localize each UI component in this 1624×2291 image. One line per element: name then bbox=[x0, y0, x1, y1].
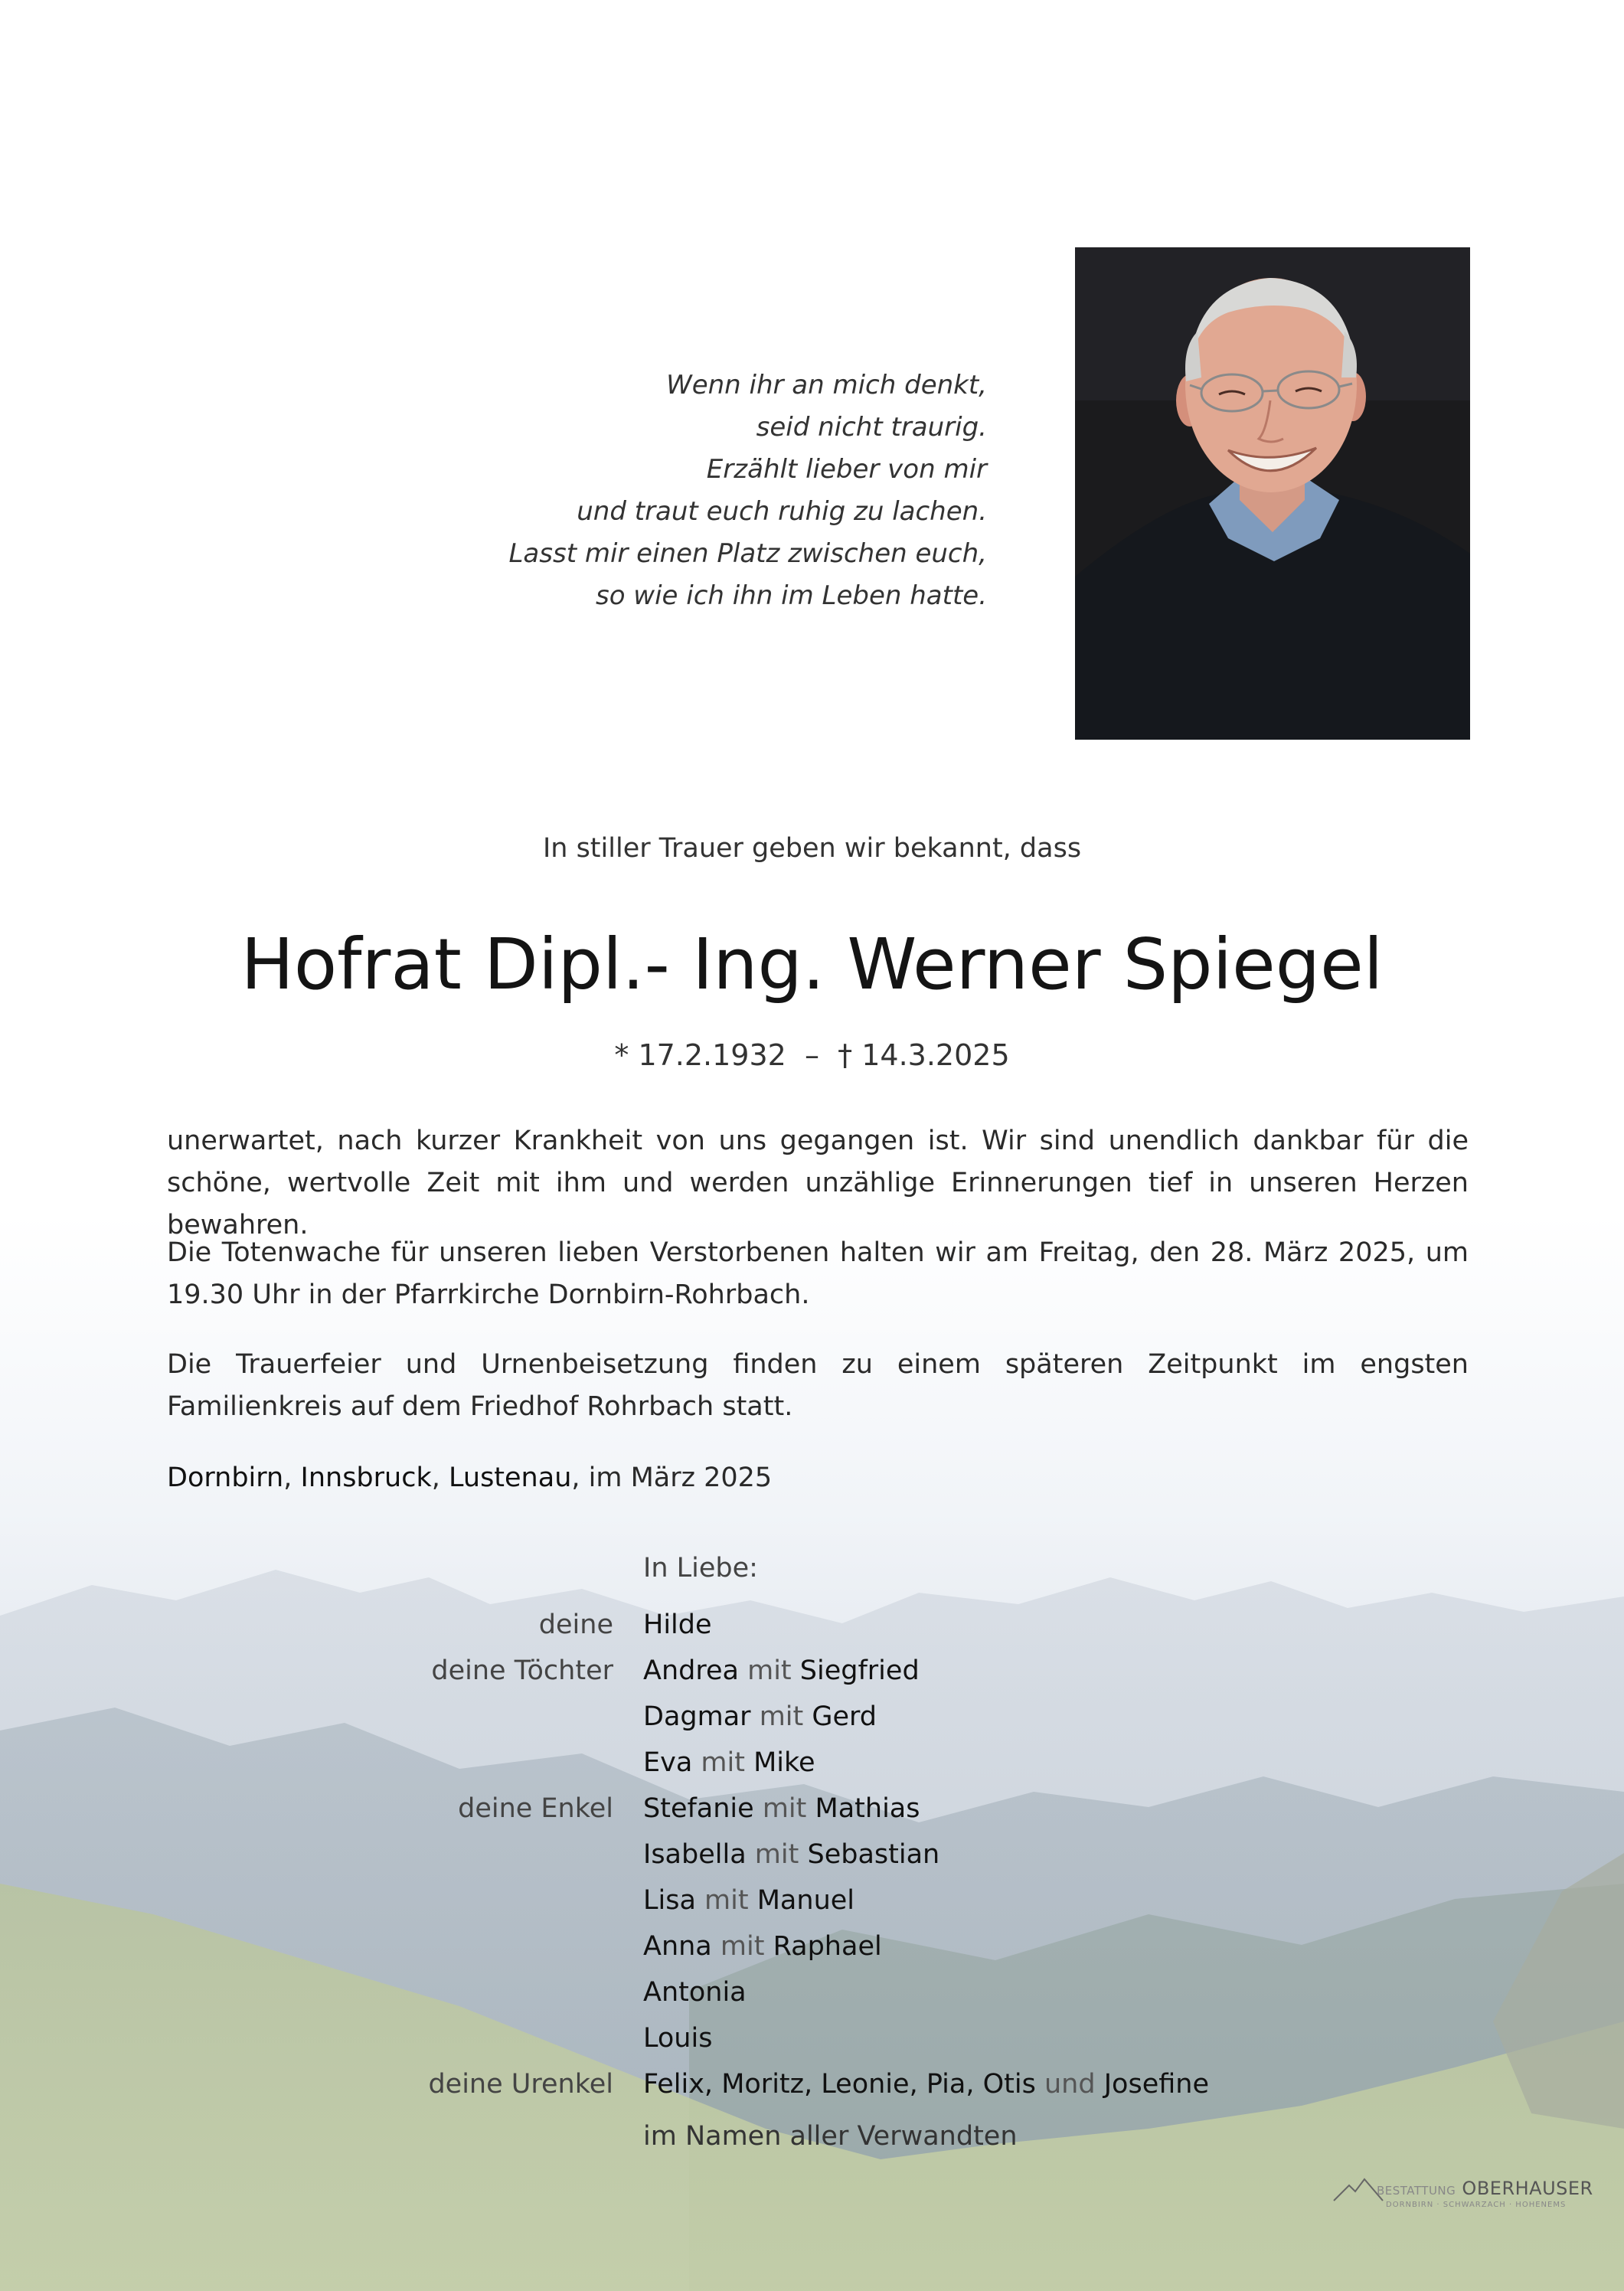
great-grandchild: Moritz bbox=[721, 2069, 805, 2100]
paragraph-passing: unerwartet, nach kurzer Krankheit von uns gegangen ist. Wir sind unendlich dankbar für die schöne, wertvolle Zeit mit ihm und werden unzählige Erinnerungen tief in unseren Herzen bewahren. bbox=[167, 1126, 1469, 1240]
announcement-intro: In stiller Trauer geben wir bekannt, dass bbox=[542, 833, 1082, 864]
logo-name: OBERHAUSER bbox=[1462, 2178, 1593, 2199]
mourner-pair bbox=[643, 1787, 920, 1830]
mourner-partner: Gerd bbox=[812, 1701, 877, 1732]
mourner-pair bbox=[643, 1879, 854, 1922]
great-grandchild: Leonie bbox=[821, 2069, 910, 2100]
great-grandchild: Pia bbox=[926, 2069, 966, 2100]
mourner-pair bbox=[643, 1695, 877, 1738]
town: Innsbruck bbox=[300, 1463, 432, 1493]
mourner-partner: Mike bbox=[753, 1747, 815, 1778]
mourner-first: Eva bbox=[643, 1747, 693, 1778]
connector: mit bbox=[701, 1747, 745, 1778]
mourner-partner: Siegfried bbox=[799, 1655, 920, 1686]
paragraph-wake: Die Totenwache für unseren lieben Verstorbenen halten wir am Freitag, den 28. März 2025, um 19.30 Uhr in der Pfarrkirche Dornbirn-Rohrbach. bbox=[167, 1237, 1469, 1310]
connector-and: und bbox=[1044, 2069, 1096, 2100]
funeral-home-logo bbox=[1332, 2167, 1593, 2221]
connector: mit bbox=[720, 1931, 765, 1962]
label-wife: deine bbox=[538, 1610, 613, 1640]
mourner-pair bbox=[643, 1649, 920, 1692]
portrait-photo bbox=[1075, 247, 1470, 740]
mourner-pair bbox=[643, 1741, 815, 1784]
poem-line: so wie ich ihn im Leben hatte. bbox=[595, 580, 987, 611]
mourner-first: Isabella bbox=[643, 1839, 747, 1870]
mourner-partner: Mathias bbox=[815, 1793, 920, 1824]
deceased-name: Hofrat Dipl.- Ing. Werner Spiegel bbox=[240, 923, 1384, 1005]
poem-line: seid nicht traurig. bbox=[756, 412, 987, 443]
place-and-date: Dornbirn, Innsbruck, Lustenau, im März 2025 bbox=[167, 1463, 773, 1493]
connector: mit bbox=[754, 1839, 799, 1870]
mourner-single: Antonia bbox=[643, 1977, 747, 2008]
mourner-partner: Manuel bbox=[756, 1885, 855, 1916]
mourner-great-grandchildren: Felix, Moritz, Leonie, Pia, Otis und Josefine bbox=[643, 2069, 1209, 2100]
connector: mit bbox=[747, 1655, 792, 1686]
great-grandchild: Otis bbox=[982, 2069, 1036, 2100]
mourner-pair bbox=[643, 1925, 882, 1968]
town: Lustenau bbox=[449, 1463, 572, 1493]
poem-line: Wenn ihr an mich denkt, bbox=[666, 370, 987, 400]
great-grandchild: Josefine bbox=[1103, 2069, 1209, 2100]
mourner-first: Lisa bbox=[643, 1885, 696, 1916]
great-grandchild: Felix bbox=[643, 2069, 704, 2100]
connector: mit bbox=[704, 1885, 749, 1916]
mourner-first: Stefanie bbox=[643, 1793, 754, 1824]
connector: mit bbox=[759, 1701, 804, 1732]
place-date: im März 2025 bbox=[588, 1463, 773, 1493]
mourner-first: Dagmar bbox=[643, 1701, 751, 1732]
logo-prefix: BESTATTUNG bbox=[1377, 2184, 1456, 2198]
logo-subline: DORNBIRN · SCHWARZACH · HOHENEMS bbox=[1386, 2201, 1567, 2209]
poem-line: Lasst mir einen Platz zwischen euch, bbox=[508, 538, 987, 569]
poem-line: Erzählt lieber von mir bbox=[706, 454, 987, 485]
label-daughters: deine Töchter bbox=[431, 1655, 613, 1686]
connector: mit bbox=[762, 1793, 807, 1824]
mourner-pair bbox=[643, 1833, 939, 1876]
poem-line: und traut euch ruhig zu lachen. bbox=[577, 496, 987, 527]
paragraph-funeral: Die Trauerfeier und Urnenbeisetzung finden zu einem späteren Zeitpunkt im engsten Familienkreis auf dem Friedhof Rohrbach statt. bbox=[167, 1349, 1469, 1422]
mourner-partner: Sebastian bbox=[807, 1839, 940, 1870]
life-dates: * 17.2.1932 – † 14.3.2025 bbox=[614, 1038, 1010, 1072]
town: Dornbirn bbox=[167, 1463, 284, 1493]
poem bbox=[451, 364, 987, 617]
mourner-first: Andrea bbox=[643, 1655, 739, 1686]
mourners-heading: In Liebe: bbox=[643, 1553, 758, 1583]
label-great-grandchildren: deine Urenkel bbox=[428, 2069, 613, 2100]
mourner-partner: Raphael bbox=[773, 1931, 882, 1962]
mourner-wife: Hilde bbox=[643, 1610, 712, 1640]
logo-text bbox=[1377, 2178, 1593, 2199]
mourner-single: Louis bbox=[643, 2023, 713, 2054]
mourner-first: Anna bbox=[643, 1931, 712, 1962]
label-grandchildren: deine Enkel bbox=[458, 1793, 613, 1824]
mourners-closing: im Namen aller Verwandten bbox=[643, 2121, 1018, 2152]
